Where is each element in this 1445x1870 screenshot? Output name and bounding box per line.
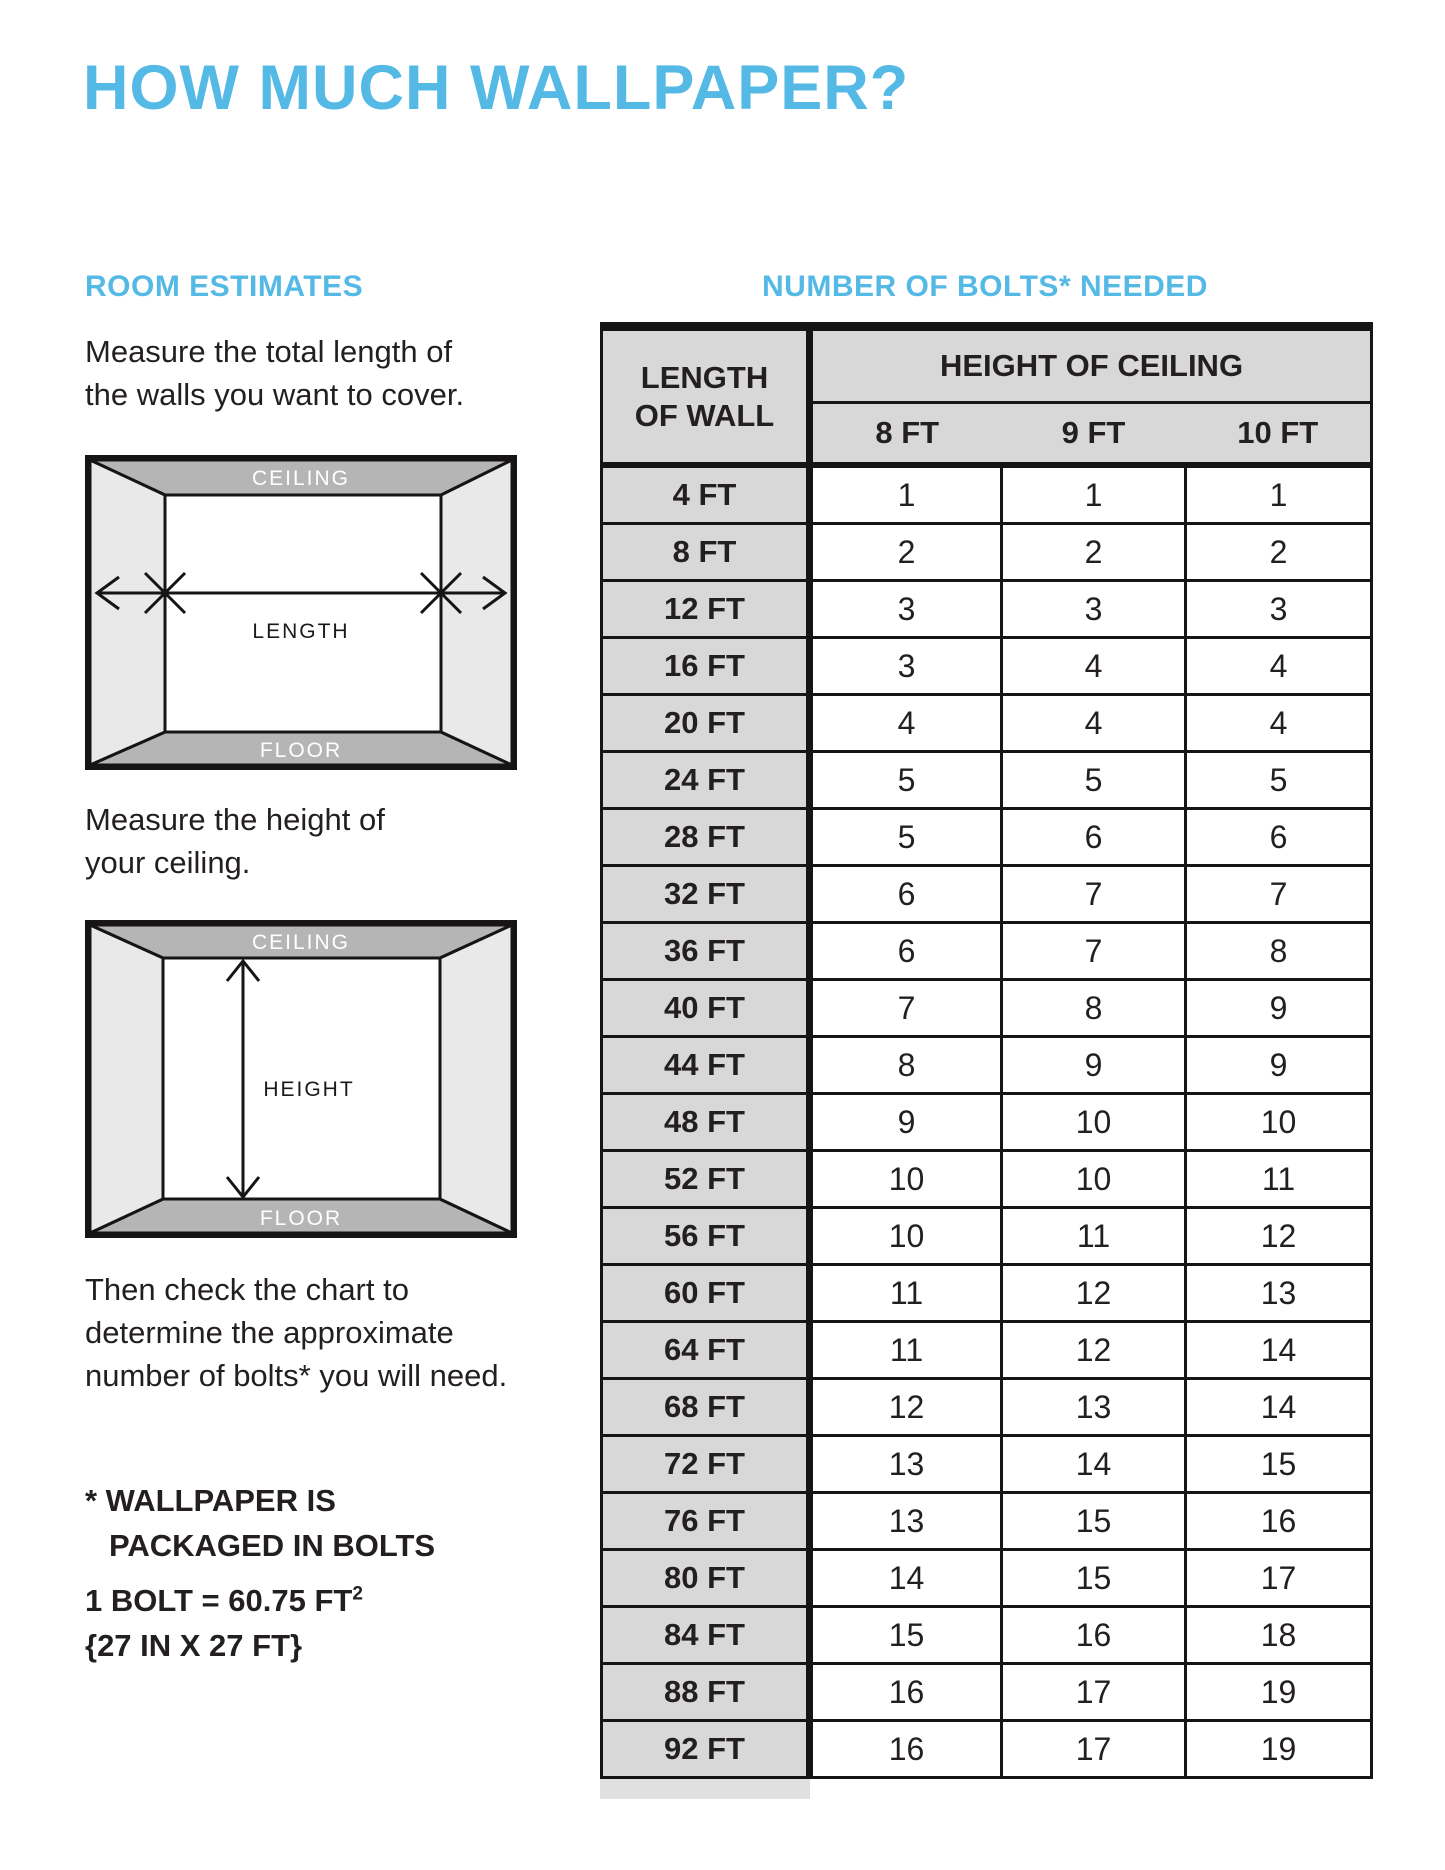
bolt-count-cell: 1 [1186, 465, 1372, 524]
ceiling-label: CEILING [251, 467, 351, 490]
table-row [602, 524, 1372, 581]
bolt-count-cell: 7 [1002, 923, 1186, 980]
bolt-count-cell: 7 [1186, 866, 1372, 923]
bolt-count-cell: 11 [1186, 1151, 1372, 1208]
bolt-count-cell: 2 [810, 524, 1002, 581]
bolt-count-cell: 11 [810, 1322, 1002, 1379]
bolt-footnote [85, 1478, 435, 1568]
bolt-count-cell: 8 [1002, 980, 1186, 1037]
bolts-needed-heading: NUMBER OF BOLTS* NEEDED [762, 270, 1208, 303]
length-label: LENGTH [252, 620, 350, 643]
bolt-count-cell: 5 [1186, 752, 1372, 809]
bolt-count-cell: 18 [1186, 1607, 1372, 1664]
wall-length-label: 72 FT [602, 1436, 810, 1493]
table-row [602, 1208, 1372, 1265]
bolt-count-cell: 11 [1002, 1208, 1186, 1265]
bolt-count-cell: 6 [1186, 809, 1372, 866]
bolt-count-cell: 7 [810, 980, 1002, 1037]
wall-length-label: 16 FT [602, 638, 810, 695]
table-row [602, 695, 1372, 752]
corner-header-length-of-wall [602, 327, 810, 466]
left-wall [90, 925, 163, 1233]
wall-length-label: 80 FT [602, 1550, 810, 1607]
wall-length-label: 84 FT [602, 1607, 810, 1664]
bolt-count-cell: 3 [810, 638, 1002, 695]
bolt-count-cell: 15 [810, 1607, 1002, 1664]
wall-length-label: 8 FT [602, 524, 810, 581]
page-title: HOW MUCH WALLPAPER? [83, 53, 910, 123]
table-row [602, 809, 1372, 866]
bolt-count-cell: 19 [1186, 1664, 1372, 1721]
bolt-count-cell: 8 [810, 1037, 1002, 1094]
bolt-count-cell: 3 [1002, 581, 1186, 638]
bolt-count-cell: 9 [1186, 980, 1372, 1037]
table-row [602, 866, 1372, 923]
table-row [602, 1037, 1372, 1094]
wall-length-label: 44 FT [602, 1037, 810, 1094]
room-height-diagram-svg [85, 920, 517, 1238]
bolt-equation: 1 BOLT = 60.75 $FT^2$ [85, 1583, 363, 1618]
col-header-9ft: 9 FT [1002, 403, 1186, 466]
bolt-count-cell: 16 [810, 1721, 1002, 1778]
table-row [602, 1379, 1372, 1436]
bolt-count-cell: 12 [810, 1379, 1002, 1436]
instruction-chart-line2: determine the approximate [85, 1315, 454, 1350]
bolt-count-cell: 2 [1186, 524, 1372, 581]
table-row [602, 1436, 1372, 1493]
table-row [602, 1322, 1372, 1379]
bolt-count-cell: 6 [1002, 809, 1186, 866]
wall-length-label: 88 FT [602, 1664, 810, 1721]
table-row [602, 465, 1372, 524]
wall-length-label: 68 FT [602, 1379, 810, 1436]
bolt-count-cell: 3 [810, 581, 1002, 638]
table-row [602, 923, 1372, 980]
corner-header-line1: LENGTH [640, 359, 769, 395]
bolt-footnote-line1: * WALLPAPER IS [85, 1483, 336, 1518]
bolt-count-cell: 13 [810, 1436, 1002, 1493]
bolt-count-cell: 14 [1002, 1436, 1186, 1493]
bolt-count-cell: 13 [1186, 1265, 1372, 1322]
wall-length-label: 56 FT [602, 1208, 810, 1265]
bolt-count-cell: 6 [810, 923, 1002, 980]
squared-superscript: 2 [352, 1583, 363, 1605]
instruction-length [85, 330, 545, 416]
bolt-count-cell: 16 [1186, 1493, 1372, 1550]
wall-length-label: 36 FT [602, 923, 810, 980]
table-row [602, 1607, 1372, 1664]
bolt-count-cell: 4 [1002, 695, 1186, 752]
wall-length-label: 24 FT [602, 752, 810, 809]
wall-length-label: 12 FT [602, 581, 810, 638]
col-header-10ft: 10 FT [1186, 403, 1372, 466]
wall-length-label: 4 FT [602, 465, 810, 524]
wall-length-label: 52 FT [602, 1151, 810, 1208]
bolt-count-cell: 10 [1002, 1094, 1186, 1151]
height-of-ceiling-header: HEIGHT OF CEILING [810, 327, 1372, 403]
bolt-count-cell: 1 [810, 465, 1002, 524]
bolt-count-cell: 4 [1186, 638, 1372, 695]
bolt-count-cell: 3 [1186, 581, 1372, 638]
bolt-count-cell: 14 [810, 1550, 1002, 1607]
bolt-count-cell: 4 [810, 695, 1002, 752]
bolt-count-cell: 10 [810, 1208, 1002, 1265]
height-label: HEIGHT [263, 1078, 355, 1101]
bolt-count-cell: 15 [1186, 1436, 1372, 1493]
bolt-footnote-line2: PACKAGED IN BOLTS [109, 1528, 436, 1563]
wall-length-label: 40 FT [602, 980, 810, 1037]
table-row [602, 638, 1372, 695]
col-header-8ft: 8 FT [810, 403, 1002, 466]
bolt-count-cell: 17 [1002, 1721, 1186, 1778]
bolt-count-cell: 12 [1002, 1322, 1186, 1379]
room-height-diagram [85, 920, 517, 1238]
bolt-count-cell: 13 [810, 1493, 1002, 1550]
bolt-count-cell: 16 [1002, 1607, 1186, 1664]
instruction-chart [85, 1268, 545, 1397]
bolt-count-cell: 11 [810, 1265, 1002, 1322]
back-wall [165, 495, 441, 732]
floor-label: FLOOR [259, 1207, 343, 1230]
table-row [602, 1265, 1372, 1322]
left-wall [90, 460, 165, 765]
table-row [602, 1664, 1372, 1721]
instruction-chart-line1: Then check the chart to [85, 1272, 409, 1307]
bolt-count-cell: 17 [1186, 1550, 1372, 1607]
bolt-count-cell: 15 [1002, 1550, 1186, 1607]
bolt-count-cell: 16 [810, 1664, 1002, 1721]
bolt-count-cell: 10 [1186, 1094, 1372, 1151]
bolt-count-cell: 4 [1186, 695, 1372, 752]
table-row [602, 980, 1372, 1037]
bolt-info [85, 1578, 363, 1668]
bolt-count-cell: 9 [810, 1094, 1002, 1151]
wall-length-label: 48 FT [602, 1094, 810, 1151]
room-length-diagram [85, 455, 517, 770]
bolt-count-cell: 6 [810, 866, 1002, 923]
table-row [602, 581, 1372, 638]
table-row [602, 1493, 1372, 1550]
wall-length-label: 60 FT [602, 1265, 810, 1322]
wall-length-label: 28 FT [602, 809, 810, 866]
bolt-table-container [600, 322, 1370, 1799]
bolt-count-cell: 8 [1186, 923, 1372, 980]
bolt-count-cell: 5 [810, 809, 1002, 866]
wall-length-label: 32 FT [602, 866, 810, 923]
wall-length-label: 92 FT [602, 1721, 810, 1778]
room-length-diagram-svg [85, 455, 517, 770]
bolt-count-cell: 9 [1186, 1037, 1372, 1094]
room-estimates-heading: ROOM ESTIMATES [85, 270, 364, 303]
wall-length-label: 20 FT [602, 695, 810, 752]
bolt-dimensions: {27 IN X 27 FT} [85, 1628, 303, 1663]
bolt-count-cell: 10 [810, 1151, 1002, 1208]
table-footer-gray-strip [600, 1779, 810, 1799]
bolt-count-cell: 2 [1002, 524, 1186, 581]
instruction-chart-line3: number of bolts* you will need. [85, 1358, 508, 1393]
bolt-count-cell: 7 [1002, 866, 1186, 923]
corner-header-line2: OF WALL [634, 397, 775, 433]
bolt-count-cell: 4 [1002, 638, 1186, 695]
bolt-count-cell: 10 [1002, 1151, 1186, 1208]
bolt-table [600, 322, 1373, 1779]
floor-label: FLOOR [259, 739, 343, 762]
bolt-count-cell: 12 [1002, 1265, 1186, 1322]
ceiling-label: CEILING [251, 931, 351, 954]
wall-length-label: 76 FT [602, 1493, 810, 1550]
bolt-count-cell: 14 [1186, 1379, 1372, 1436]
wall-length-label: 64 FT [602, 1322, 810, 1379]
table-row [602, 1550, 1372, 1607]
instruction-height-line2: your ceiling. [85, 845, 251, 880]
bolt-count-cell: 19 [1186, 1721, 1372, 1778]
instruction-length-line2: the walls you want to cover. [85, 377, 465, 412]
bolt-count-cell: 5 [810, 752, 1002, 809]
bolt-count-cell: 9 [1002, 1037, 1186, 1094]
bolt-count-cell: 13 [1002, 1379, 1186, 1436]
bolt-count-cell: 12 [1186, 1208, 1372, 1265]
instruction-height-line1: Measure the height of [85, 802, 385, 837]
bolt-count-cell: 1 [1002, 465, 1186, 524]
bolt-count-cell: 5 [1002, 752, 1186, 809]
bolt-count-cell: 14 [1186, 1322, 1372, 1379]
bolt-count-cell: 17 [1002, 1664, 1186, 1721]
right-wall [440, 925, 512, 1233]
table-row [602, 752, 1372, 809]
bolt-count-cell: 15 [1002, 1493, 1186, 1550]
table-row [602, 1151, 1372, 1208]
bolt-table-body [602, 465, 1372, 1778]
table-row [602, 1094, 1372, 1151]
table-row [602, 1721, 1372, 1778]
instruction-height [85, 798, 545, 884]
instruction-length-line1: Measure the total length of [85, 334, 453, 369]
right-wall [441, 460, 512, 765]
